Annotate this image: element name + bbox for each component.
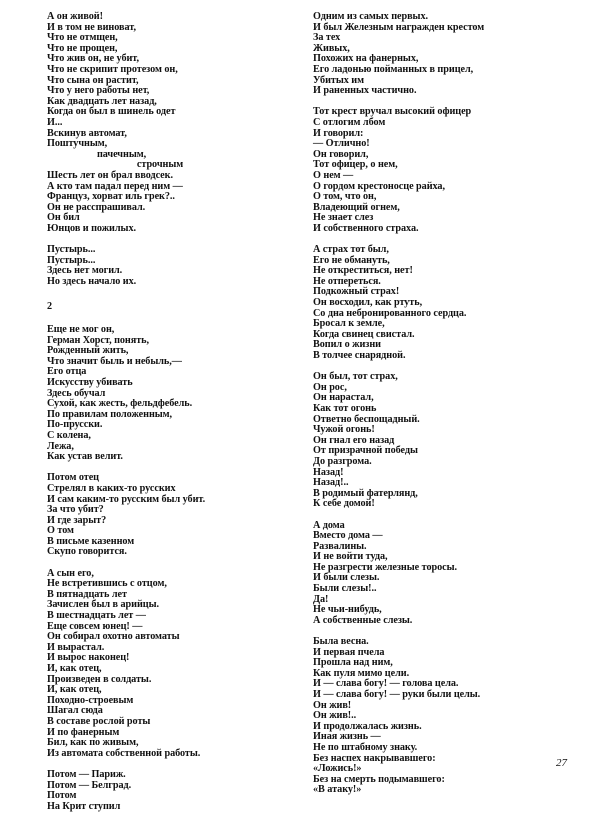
verse-line: И были слезы. (313, 572, 380, 584)
verse-line: Что значит быль и небыль,— (47, 355, 182, 367)
verse-line: Не чьи-нибудь, (313, 604, 382, 616)
verse-line: И говорил: (313, 127, 364, 139)
verse-line: И — слава богу! — руки были целы. (313, 689, 481, 700)
verse-line: И вырос наконец! (47, 652, 130, 664)
right-column (313, 12, 573, 807)
verse-line: О нем — (313, 169, 354, 181)
verse-line: В толчее снарядной. (313, 350, 406, 361)
verse-line: Прошла над ним, (313, 657, 393, 669)
verse-line: Пустырь... (47, 254, 96, 266)
verse-line: Вопил о жизни (313, 339, 381, 351)
verse-line: Шесть лет он брал вводсек. (47, 169, 173, 181)
verse-line: Ответно беспощадный. (313, 413, 420, 425)
verse-line: И не войти туда, (313, 551, 388, 563)
verse-line: Не знает слез (313, 212, 374, 224)
verse-line: По правилам положенным, (47, 408, 173, 420)
verse-line: И в том не виноват, (47, 21, 136, 33)
verse-line: И, как отец, (47, 684, 102, 696)
verse-line: Поштучным, (47, 138, 108, 150)
verse-line: «В атаку!» (313, 784, 362, 796)
verse-line: А собственные слезы. (313, 614, 413, 626)
verse-line: А дома (313, 519, 345, 531)
verse-line: Не разгрести железные торосы. (313, 561, 458, 573)
verse-line: Когда свинец свистал. (313, 328, 415, 340)
verse-line: Лежа, (47, 440, 74, 452)
verse-line: О гордом крестоносце райха, (313, 180, 445, 192)
verse-line: За что убит? (47, 504, 104, 516)
verse-line: Из автомата собственной работы. (47, 747, 201, 759)
verse-line: И... (47, 116, 63, 128)
verse-line: Тот офицер, о нем, (313, 159, 398, 171)
verse-line: Была весна. (313, 636, 369, 648)
verse-line: Тот крест вручал высокий офицер (313, 106, 472, 118)
verse-line: Вскинув автомат, (47, 127, 127, 139)
verse-line: Не откреститься, нет! (313, 265, 413, 277)
stanza (313, 12, 573, 97)
verse-line: А сын его, (47, 567, 94, 579)
verse-line: Его ладонью пойманных в прицел, (313, 63, 474, 75)
verse-line: И был Железным награжден крестом (313, 21, 485, 33)
verse-line: А кто там падал перед ним — (47, 180, 183, 192)
verse-line: О том (47, 525, 74, 537)
verse-line: И сам каким-то русским был убит. (47, 493, 206, 505)
verse-line: С отлогим лбом (313, 116, 386, 128)
stanza (47, 12, 297, 234)
verse-line: Пустырь... (47, 244, 96, 256)
left-column-part-a (47, 12, 297, 287)
verse-line: Здесь нет могил. (47, 265, 123, 277)
verse-line: И по фанерным (47, 726, 120, 738)
verse-line: Убитых им (313, 74, 365, 86)
verse-line: Он гнал его назад (313, 434, 395, 446)
verse-line: До разгрома. (313, 455, 372, 467)
verse-line: Еще совсем юнец! — (47, 620, 143, 632)
verse-line: Бросал к земле, (313, 318, 385, 330)
verse-line: Еще не мог он, (47, 324, 115, 335)
verse-line: Его не обмануть, (313, 254, 390, 266)
verse-line: Он восходил, как ртуть, (313, 297, 423, 309)
verse-line: От призрачной победы (313, 445, 418, 457)
verse-line: Походно-строевым (47, 694, 134, 706)
verse-line: Он собирал охотно автоматы (47, 631, 180, 643)
stanza (47, 245, 297, 287)
verse-line: пачечным, (47, 148, 147, 160)
verse-line: Произведен в солдаты. (47, 673, 152, 685)
verse-line: Развалины. (313, 540, 367, 552)
verse-line: Он не расспрашивал. (47, 201, 146, 213)
left-column-part-b-stanzas (47, 325, 297, 812)
verse-line: Как пуля мимо цели. (313, 667, 410, 679)
verse-line: Со дна небронированного сердца. (313, 307, 467, 319)
verse-line: В шестнадцать лет — (47, 610, 146, 622)
verse-line: Были слезы!.. (313, 583, 377, 595)
left-column-part-b (47, 325, 297, 823)
verse-line: И — слава богу! — голова цела. (313, 678, 459, 690)
verse-line: Без наспех накрывавшего: (313, 752, 436, 764)
verse-line: Шагал сюда (47, 705, 103, 717)
verse-line: Он нарастал, (313, 392, 374, 404)
stanza (47, 569, 297, 760)
verse-line: Одним из самых первых. (313, 11, 429, 22)
section-number: 2 (47, 301, 53, 312)
verse-line: О том, что он, (313, 191, 377, 203)
verse-line: Он бил (47, 212, 80, 224)
verse-line: Он жив!.. (313, 710, 357, 722)
verse-line: И раненных частично. (313, 85, 417, 97)
verse-line: Живых, (313, 42, 350, 54)
verse-line: Когда он был в шинель одет (47, 106, 176, 118)
verse-line: И, как отец, (47, 663, 102, 674)
verse-line: Искусству убивать (47, 376, 133, 388)
stanza (313, 107, 573, 234)
verse-line: Потом (47, 790, 77, 802)
verse-line: Вместо дома — (313, 530, 383, 542)
verse-line: Похожих на фанерных, (313, 53, 419, 65)
verse-line: Иная жизнь — (313, 731, 381, 743)
verse-line: Не по штабному знаку. (313, 741, 418, 753)
verse-line: А он живой! (47, 11, 103, 22)
verse-line: Что у него работы нет, (47, 85, 150, 97)
stanza (47, 473, 297, 558)
verse-line: Потом — Белград. (47, 779, 132, 791)
verse-line: Потом — Париж. (47, 768, 126, 780)
verse-line: Владеющий огнем, (313, 201, 400, 213)
stanza (313, 245, 573, 362)
verse-line: А страх тот был, (313, 244, 389, 256)
stanza (313, 521, 573, 627)
verse-line: Что не прощен, (47, 42, 118, 54)
verse-line: Юнцов и пожилых. (47, 222, 136, 234)
verse-line: За тех (313, 32, 341, 44)
verse-line: К себе домой! (313, 498, 375, 510)
verse-line: Что жив он, не убит, (47, 53, 139, 65)
verse-line: И продолжалась жизнь. (313, 720, 422, 732)
verse-line: И где зарыт? (47, 514, 107, 526)
verse-line: Чужой огонь! (313, 424, 375, 436)
verse-line: Он рос, (313, 381, 347, 393)
verse-line: Скупо говорится. (47, 546, 127, 558)
verse-line: И собственного страха. (313, 222, 419, 234)
verse-line: И первая пчела (313, 646, 385, 658)
left-column (47, 12, 297, 298)
stanza (313, 372, 573, 510)
verse-line: И вырастал. (47, 641, 105, 653)
verse-line: Стрелял в каких-то русских (47, 482, 176, 494)
verse-line: Назад! (313, 466, 344, 478)
verse-line: Да! (313, 593, 329, 605)
stanza (47, 770, 297, 812)
verse-line: строчным (47, 159, 184, 171)
verse-line: Не встретившись с отцом, (47, 578, 167, 590)
verse-line: Назад!.. (313, 477, 349, 489)
verse-line: Сухой, как жесть, фельдфебель. (47, 398, 193, 410)
verse-line: Как тот огонь (313, 402, 377, 414)
verse-line: — Отлично! (313, 138, 370, 150)
verse-line: Подкожный страх! (313, 286, 400, 298)
verse-line: На Крит ступил (47, 800, 121, 812)
verse-line: Без на смерть подымавшего: (313, 773, 445, 785)
verse-line: Рожденный жить, (47, 345, 129, 357)
verse-line: Зачислен был в арийцы. (47, 599, 159, 611)
verse-line: С колена, (47, 429, 91, 441)
verse-line: В составе рослой роты (47, 715, 151, 727)
verse-line: Как устав велит. (47, 451, 123, 463)
page-number: 27 (556, 757, 567, 769)
right-column-stanzas (313, 12, 573, 796)
verse-line: В письме казенном (47, 535, 135, 547)
verse-line: Но здесь начало их. (47, 275, 137, 287)
verse-line: В родимый фатерлянд, (313, 487, 418, 499)
verse-line: Бил, как по живым, (47, 737, 139, 749)
verse-line: Как двадцать лет назад, (47, 95, 157, 107)
verse-line: Он говорил, (313, 148, 369, 160)
verse-line: Он был, тот страх, (313, 371, 398, 383)
verse-line: Что сына он растит, (47, 74, 139, 86)
verse-line: Здесь обучал (47, 387, 106, 399)
verse-line: Француз, хорват иль грек?.. (47, 191, 175, 203)
verse-line: Он жив! (313, 699, 352, 711)
stanza (313, 637, 573, 796)
verse-line: Не отпереться. (313, 275, 381, 287)
verse-line: Что не скрипит протезом он, (47, 63, 178, 75)
stanza (47, 325, 297, 463)
verse-line: Что не отмщен, (47, 32, 118, 44)
verse-line: Потом отец (47, 472, 99, 484)
verse-line: «Ложись!» (313, 763, 362, 775)
verse-line: Его отца (47, 366, 87, 378)
verse-line: В пятнадцать лет (47, 588, 127, 600)
verse-line: Герман Хорст, понять, (47, 334, 150, 346)
verse-line: По-прусски. (47, 419, 103, 431)
